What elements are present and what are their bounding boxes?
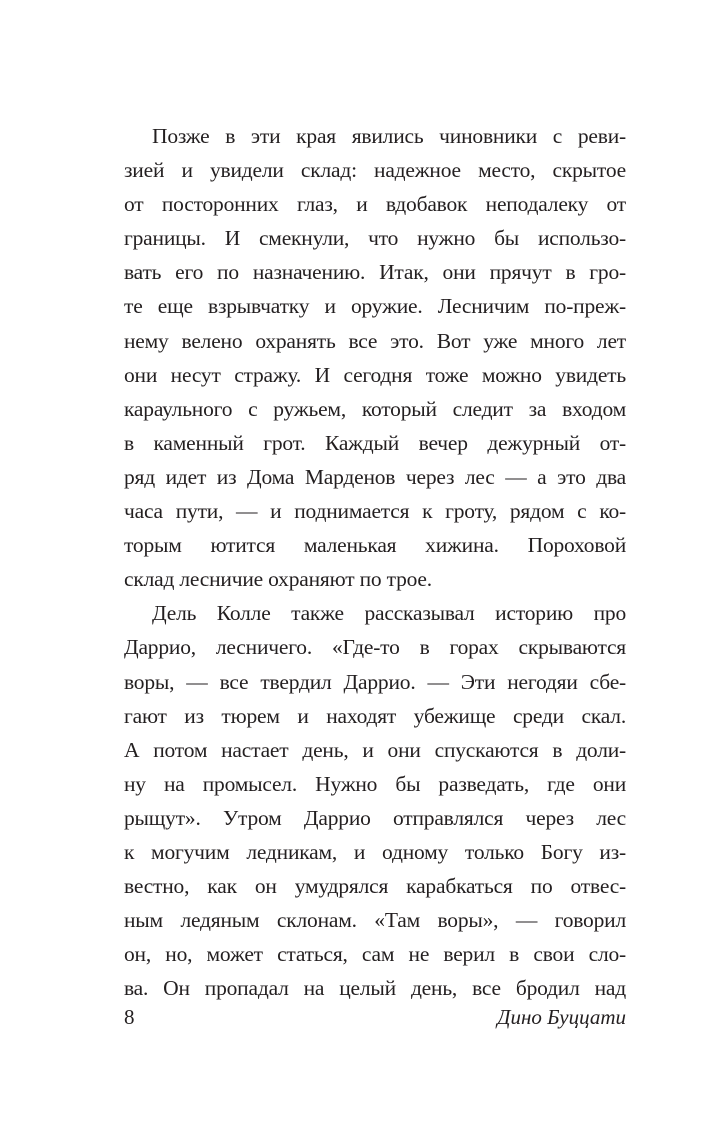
- text-line: ным ледяным склонам. «Там воры», — говорил: [124, 908, 626, 933]
- text-line: зией и увидели склад: надежное место, скрытое: [124, 158, 626, 183]
- paragraph-1: [124, 119, 626, 596]
- text-line: Даррио, лесничего. «Где-то в горах скрываются: [124, 635, 626, 660]
- text-line: он, но, может статься, сам не верил в свои сло-: [124, 942, 626, 967]
- text-line: ну на промысел. Нужно бы разведать, где они: [124, 771, 626, 796]
- running-author: Дино Буццати: [497, 1005, 626, 1029]
- paragraph-2: [124, 596, 626, 1005]
- text-line: А потом настает день, и они спускаются в доли-: [124, 737, 626, 762]
- text-line: они несут стражу. И сегодня тоже можно увидеть: [124, 362, 626, 387]
- text-line: ряд идет из Дома Марденов через лес — а это два: [124, 464, 626, 489]
- text-line: вестно, как он умудрялся карабкаться по отвес-: [124, 874, 626, 899]
- text-line: караульного с ружьем, который следит за входом: [124, 396, 626, 421]
- text-line: склад лесничие охраняют по трое.: [124, 567, 432, 592]
- text-line: от посторонних глаз, и вдобавок неподалеку от: [124, 192, 626, 217]
- text-line: ва. Он пропадал на целый день, все бродил над: [124, 976, 626, 1001]
- text-line: границы. И смекнули, что нужно бы использо-: [124, 226, 626, 251]
- text-line: в каменный грот. Каждый вечер дежурный от-: [124, 430, 626, 455]
- text-line: воры, — все твердил Даррио. — Эти негодяи сбе-: [124, 669, 626, 694]
- text-line: торым ютится маленькая хижина. Пороховой: [124, 533, 626, 558]
- text-line: Позже в эти края явились чиновники с реви-: [152, 124, 626, 148]
- text-line: вать его по назначению. Итак, они прячут в гро-: [124, 260, 626, 285]
- text-line: часа пути, — и поднимается к гроту, рядом с ко-: [124, 499, 626, 524]
- text-line: те еще взрывчатку и оружие. Лесничим по-преж-: [124, 294, 626, 319]
- text-line: рыщут». Утром Даррио отправлялся через лес: [124, 805, 626, 830]
- page-footer: [124, 1002, 626, 1032]
- page-number: 8: [124, 1005, 135, 1029]
- text-line: нему велено охранять все это. Вот уже много лет: [124, 328, 626, 353]
- page-body: [124, 119, 626, 1005]
- text-line: к могучим ледникам, и одному только Богу из-: [124, 839, 626, 864]
- text-line: Дель Колле также рассказывал историю про: [152, 601, 626, 626]
- text-line: гают из тюрем и находят убежище среди скал.: [124, 703, 626, 728]
